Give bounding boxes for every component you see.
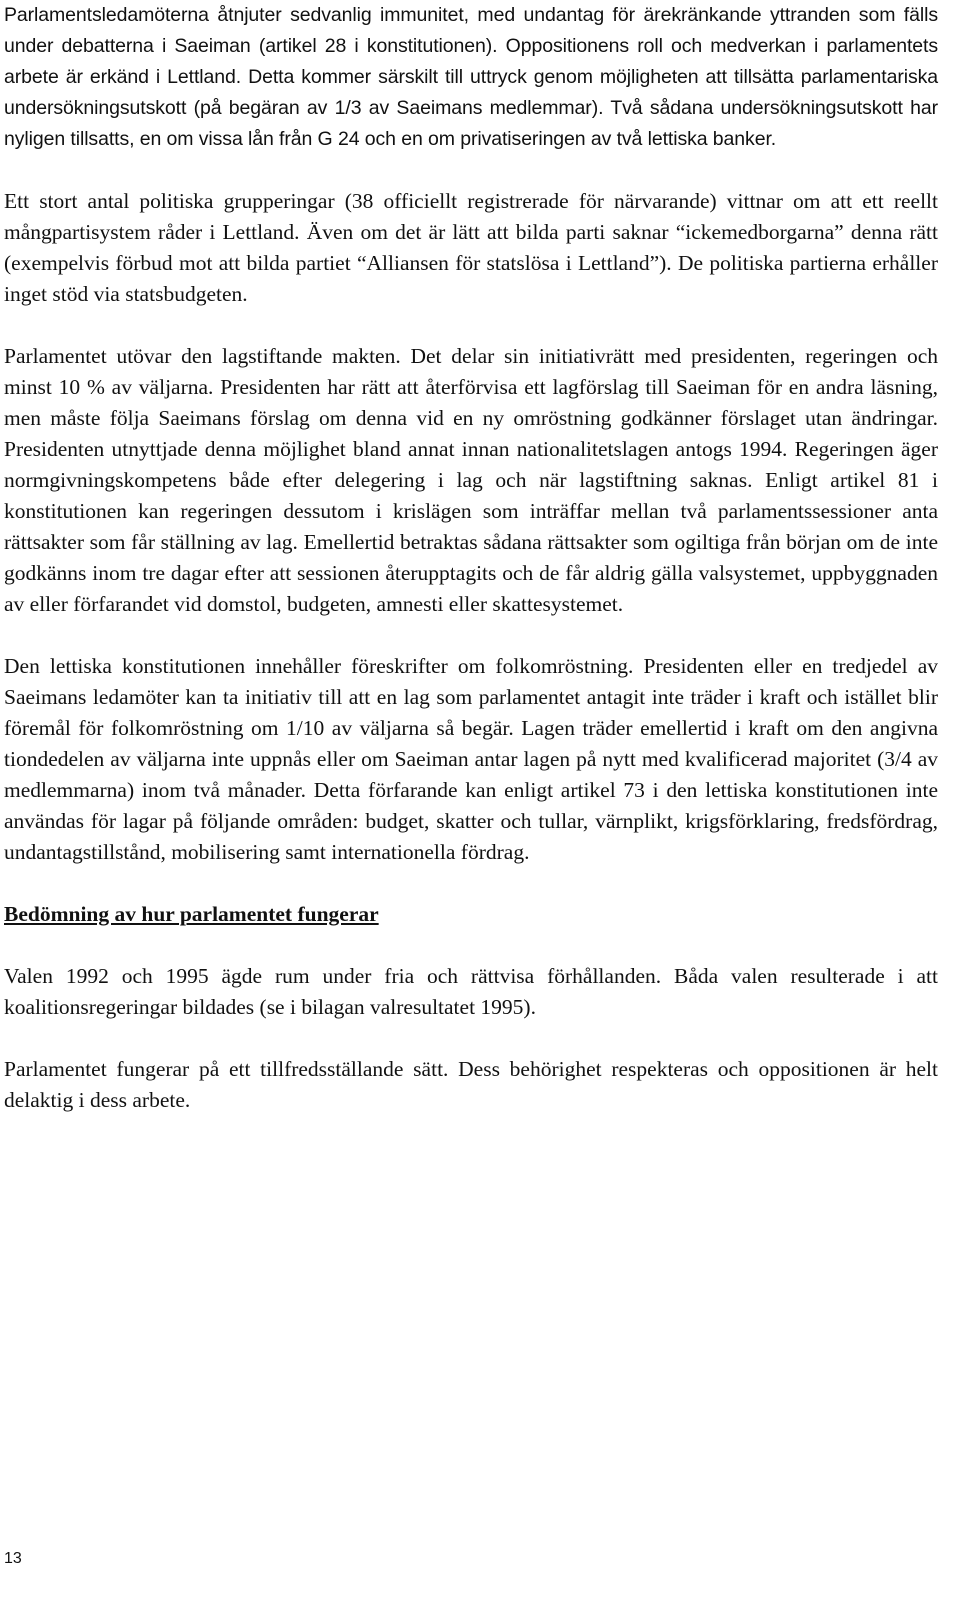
paragraph-spacer [4, 930, 938, 961]
paragraph-spacer [4, 1023, 938, 1054]
paragraph-spacer [4, 310, 938, 341]
document-body [4, 0, 938, 1116]
page-number: 13 [4, 1550, 22, 1567]
paragraph-elections: Valen 1992 och 1995 ägde rum under fria och rättvisa förhållanden. Båda valen resulterade i att koalitionsregeringar bildades (se i bilagan valresultatet 1995). [4, 964, 938, 1019]
paragraph-spacer [4, 620, 938, 651]
paragraph-spacer [4, 155, 938, 186]
paragraph-spacer [4, 868, 938, 899]
paragraph-immunity: Parlamentsledamöterna åtnjuter sedvanlig immunitet, med undantag för ärekränkande yttranden som fälls under debatterna i Saeiman (artikel 28 i konstitutionen). Oppositionens roll och medverkan i parlamentets arbete är erkänd i Lettland. Detta kommer särskilt till uttryck genom möjligheten att tillsätta parlamentariska undersökningsutskott (på begäran av 1/3 av Saeimans medlemmar). Två sådana undersökningsutskott har nyligen tillsatts, en om vissa lån från G 24 och en om privatiseringen av två lettiska banker. [4, 4, 938, 150]
paragraph-parliament-function: Parlamentet fungerar på ett tillfredsställande sätt. Dess behörighet respekteras och oppositionen är helt delaktig i dess arbete. [4, 1057, 938, 1112]
paragraph-legislative-power: Parlamentet utövar den lagstiftande makten. Det delar sin initiativrätt med presidenten, regeringen och minst 10 % av väljarna. Presidenten har rätt att återförvisa ett lagförslag till Saeiman för en andra läsning, men måste följa Saeimans förslag om denna vid en ny omröstning godkänner förslaget utan ändringar. Presidenten utnyttjade denna möjlighet bland annat innan nationalitetslagen antogs 1994. Regeringen äger normgivningskompetens både efter delegering i lag och när lagstiftning saknas. Enligt artikel 81 i konstitutionen kan regeringen dessutom i krislägen som inträffar mellan två parlamentssessioner anta rättsakter som får ställning av lag. Emellertid betraktas sådana rättsakter som ogiltiga från början om de inte godkänns inom tre dagar efter att sessionen återupptagits och de får aldrig gälla valsystemet, uppbyggnaden av eller förfarandet vid domstol, budgeten, amnesti eller skattesystemet. [4, 344, 938, 616]
paragraph-referendum: Den lettiska konstitutionen innehåller föreskrifter om folkomröstning. Presidenten eller en tredjedel av Saeimans ledamöter kan ta initiativ till att en lag som parlamentet antagit inte träder i kraft och istället blir föremål för folkomröstning om 1/10 av väljarna så begär. Lagen träder emellertid i kraft om den angivna tiondedelen av väljarna inte uppnås eller om Saeiman antar lagen på nytt med kvalificerad majoritet (3/4 av medlemmarna) inom två månader. Detta förfarande kan enligt artikel 73 i den lettiska konstitutionen inte användas för lagar på följande områden: budget, skatter och tullar, värnplikt, krigsförklaring, fredsfördrag, undantagstillstånd, mobilisering samt internationella fördrag. [4, 654, 938, 864]
paragraph-political-parties: Ett stort antal politiska grupperingar (38 officiellt registrerade för närvarande) vittnar om att ett reellt mångpartisystem råder i Lettland. Även om det är lätt att bilda parti saknar “ickemedborgarna” denna rätt (exempelvis förbud mot att bilda partiet “Alliansen för statslösa i Lettland”). De politiska partierna erhåller inget stöd via statsbudgeten. [4, 189, 938, 306]
section-heading: Bedömning av hur parlamentet fungerar [4, 902, 379, 926]
